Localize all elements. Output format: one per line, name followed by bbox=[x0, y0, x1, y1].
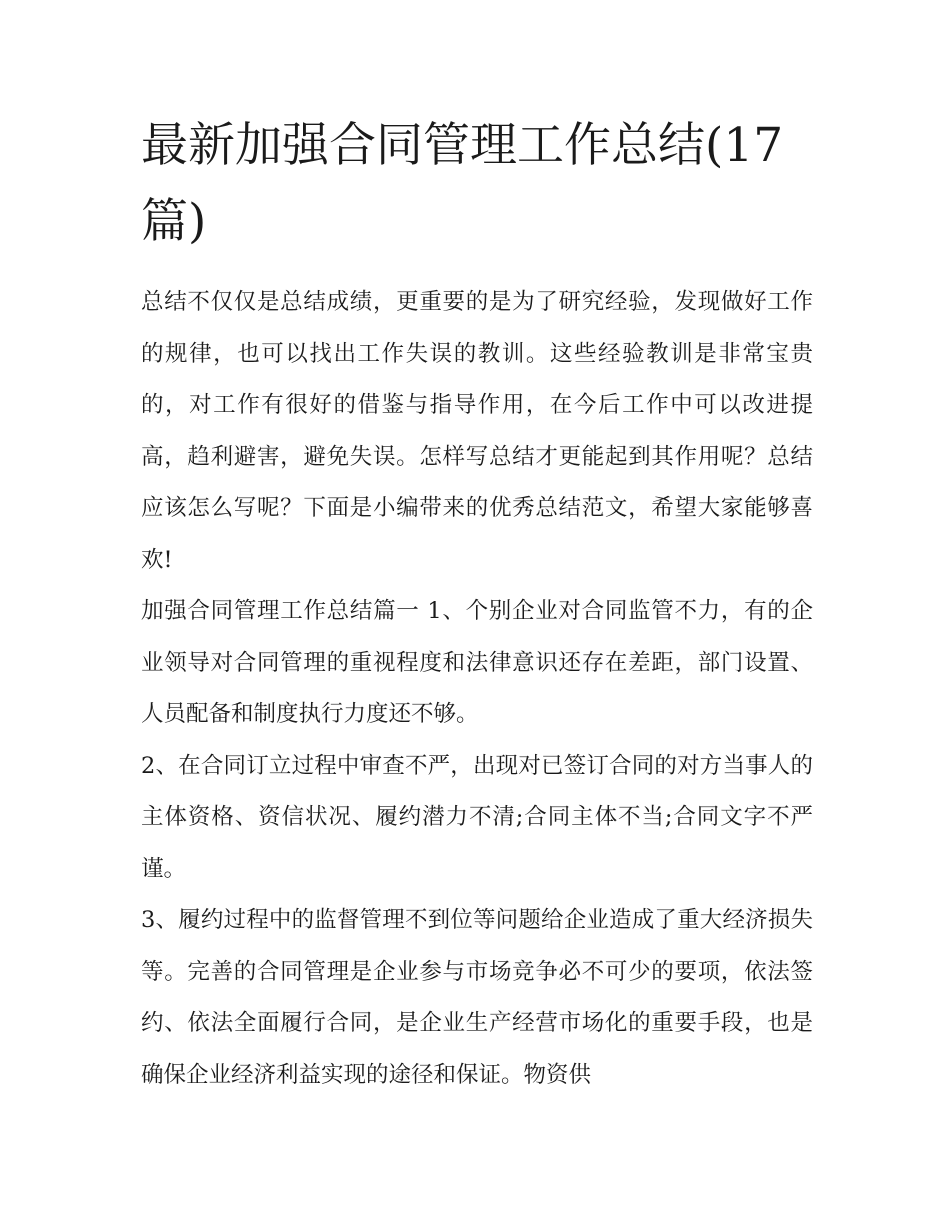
body-paragraph-2: 2、在合同订立过程中审查不严，出现对已签订合同的对方当事人的主体资格、资信状况、履约潜力不清;合同主体不当;合同文字不严谨。 bbox=[141, 752, 813, 882]
intro-paragraph: 总结不仅仅是总结成绩，更重要的是为了研究经验，发现做好工作的规律，也可以找出工作失误的教训。这些经验教训是非常宝贵的，对工作有很好的借鉴与指导作用，在今后工作中可以改进提高，趋利避害，避免失误。怎样写总结才更能起到其作用呢？总结应该怎么写呢？下面是小编带来的优秀总结范文，希望大家能够喜欢! bbox=[141, 289, 813, 573]
body-paragraph-3: 3、履约过程中的监督管理不到位等问题给企业造成了重大经济损失等。完善的合同管理是企业参与市场竞争必不可少的要项，依法签约、依法全面履行合同，是企业生产经营市场化的重要手段，也是确保企业经济利益实现的途径和保证。物资供 bbox=[141, 907, 813, 1088]
document-title: 最新加强合同管理工作总结(17篇) bbox=[141, 118, 784, 249]
document-page bbox=[141, 108, 813, 1101]
body-paragraph-1: 加强合同管理工作总结篇一 1、个别企业对合同监管不力，有的企业领导对合同管理的重视程度和法律意识还存在差距，部门设置、人员配备和制度执行力度还不够。 bbox=[141, 598, 813, 727]
